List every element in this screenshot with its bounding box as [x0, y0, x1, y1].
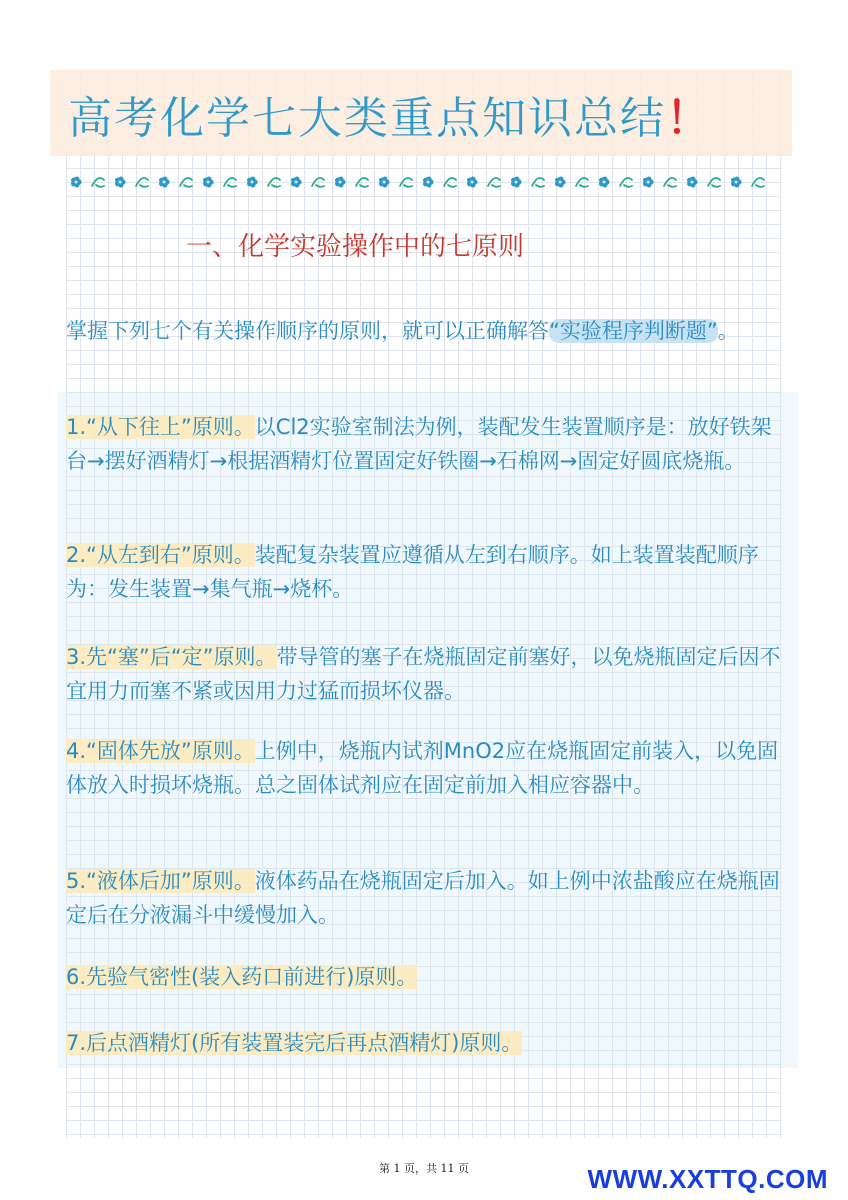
rule-text: 以Cl2实验室制法为例，装配发生装置顺序是：放好铁架台→摆好酒精灯→根据酒精灯位置固定好铁圈→石棉网→固定好圆底烧瓶。: [66, 415, 772, 473]
rule-2: [66, 538, 782, 606]
rule-label: 1.“从下往上”原则。: [66, 415, 255, 439]
leaf-icon: [620, 178, 632, 187]
flower-icon: [511, 177, 522, 188]
leaf-icon: [224, 178, 236, 187]
flower-icon: [203, 177, 214, 188]
leaf-icon: [532, 178, 544, 187]
flower-icon: [291, 177, 302, 188]
page-number: 第 1 页，共 11 页: [379, 1162, 469, 1175]
flower-icon: [555, 177, 566, 188]
leaf-icon: [312, 178, 324, 187]
leaf-icon: [356, 178, 368, 187]
flower-icon: [335, 177, 346, 188]
flower-icon: [159, 177, 170, 188]
section-heading: 一、化学实验操作中的七原则: [186, 232, 525, 262]
rule-label: 5.“液体后加”原则。: [66, 869, 255, 893]
leaf-icon: [708, 178, 720, 187]
leaf-icon: [576, 178, 588, 187]
rule-label: 2.“从左到右”原则。: [66, 543, 255, 567]
flower-icon: [467, 177, 478, 188]
rule-1: [66, 410, 782, 478]
flower-icon: [379, 177, 390, 188]
rule-label: 3.先“塞”后“定”原则。: [66, 645, 277, 669]
floral-divider-icon: [64, 172, 784, 192]
flower-icon: [115, 177, 126, 188]
flower-icon: [71, 177, 82, 188]
leaf-icon: [444, 178, 456, 187]
leaf-icon: [400, 178, 412, 187]
rule-text: 装配复杂装置应遵循从左到右顺序。如上装置装配顺序为：发生装置→集气瓶→烧杯。: [66, 543, 759, 601]
rule-text: 带导管的塞子在烧瓶固定前塞好，以免烧瓶固定后因不宜用力而塞不紧或因用力过猛而损坏仪器。: [66, 645, 781, 703]
leaf-icon: [664, 178, 676, 187]
rule-label: 7.后点酒精灯(所有装置装完后再点酒精灯)原则。: [66, 1031, 523, 1055]
leaf-icon: [180, 178, 192, 187]
rule-text: 上例中，烧瓶内试剂MnO2应在烧瓶固定前装入，以免固体放入时损坏烧瓶。总之固体试剂应在固定前加入相应容器中。: [66, 739, 779, 797]
rule-7: [66, 1026, 782, 1060]
leaf-icon: [268, 178, 280, 187]
rule-5: [66, 864, 782, 932]
leaf-icon: [92, 178, 104, 187]
leaf-icon: [488, 178, 500, 187]
flower-icon: [643, 177, 654, 188]
rule-label: 4.“固体先放”原则。: [66, 739, 255, 763]
rule-text: 液体药品在烧瓶固定后加入。如上例中浓盐酸应在烧瓶固定后在分液漏斗中缓慢加入。: [66, 869, 780, 927]
rule-6: [66, 960, 782, 994]
leaf-icon: [136, 178, 148, 187]
leaf-icon: [752, 178, 764, 187]
watermark-logo: WWW.XXTTQ.COM: [587, 1164, 828, 1194]
flower-icon: [599, 177, 610, 188]
rule-4: [66, 734, 782, 802]
page-title: [68, 82, 712, 146]
flower-icon: [247, 177, 258, 188]
flower-icon: [731, 177, 742, 188]
intro-paragraph: [66, 314, 782, 348]
intro-end: 。: [717, 319, 739, 343]
intro-text: 掌握下列七个有关操作顺序的原则，就可以正确解答: [66, 319, 549, 343]
rule-3: [66, 640, 782, 708]
rule-label: 6.先验气密性(装入药口前进行)原则。: [66, 965, 418, 989]
title-text: 高考化学七大类重点知识总结: [68, 93, 666, 144]
flower-icon: [687, 177, 698, 188]
intro-highlight: “实验程序判断题”: [549, 319, 718, 343]
flower-icon: [423, 177, 434, 188]
exclamation-mark: ！: [666, 93, 712, 144]
